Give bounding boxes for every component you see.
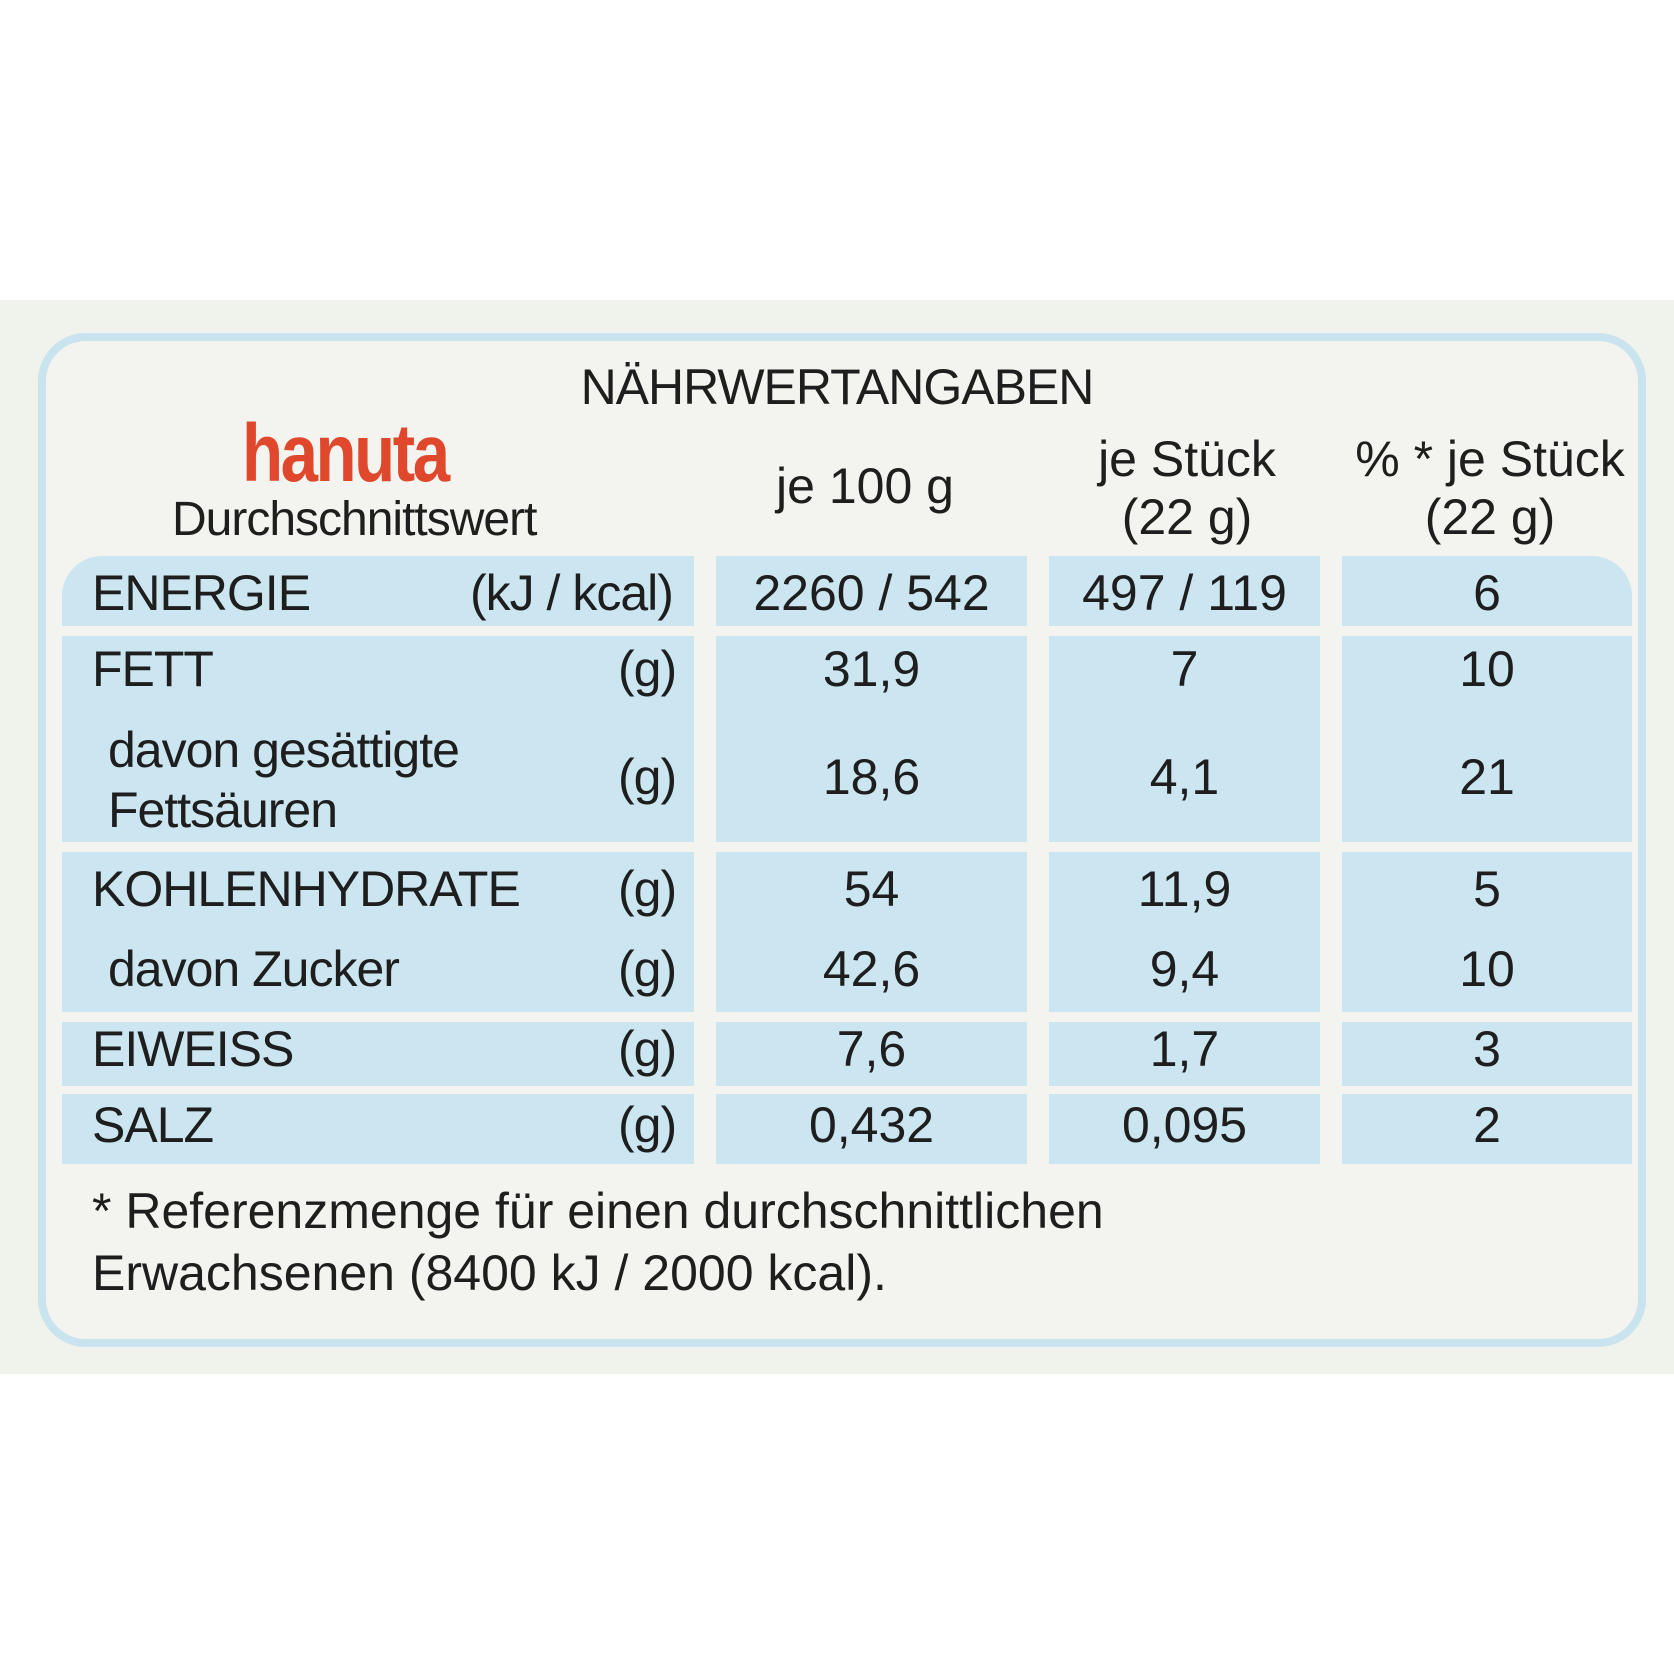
nutrient-label: davon Zucker [108,941,399,997]
unit-label: (kJ / kcal) [470,565,673,621]
nutrition-label [0,300,1674,1374]
value-per-100g: 31,9 [822,641,921,697]
value-per-piece: 1,7 [1149,1021,1220,1077]
row-divider [62,626,1632,636]
value-per-piece: 7 [1170,641,1199,697]
footnote: * Referenzmenge für einen durchschnittlichen Erwachsenen (8400 kJ / 2000 kcal). [92,1183,1104,1301]
value-percent: 21 [1459,749,1515,805]
value-percent: 5 [1473,861,1501,917]
value-percent: 6 [1473,565,1501,621]
value-per-100g: 0,432 [808,1097,935,1153]
nutrient-label: KOHLENHYDRATE [92,861,520,917]
subheading: Durchschnittswert [172,493,537,546]
value-per-100g: 18,6 [822,749,921,805]
value-per-100g: 42,6 [822,941,921,997]
column-header-per-100g: je 100 g [776,458,954,514]
brand-logo: hanuta [242,408,448,499]
value-percent: 2 [1473,1097,1501,1153]
value-per-piece: 0,095 [1121,1097,1248,1153]
value-percent: 10 [1459,641,1515,697]
value-per-piece: 4,1 [1149,749,1220,805]
unit-label: (g) [618,1097,677,1153]
unit-label: (g) [618,1021,677,1077]
unit-label: (g) [618,861,677,917]
nutrient-label: EIWEISS [92,1021,294,1077]
value-per-piece: 497 / 119 [1082,565,1287,621]
value-per-100g: 7,6 [836,1021,907,1077]
value-per-piece: 9,4 [1149,941,1220,997]
column-header-percent: % * je Stück (22 g) [1355,431,1625,545]
column-header-per-piece: je Stück (22 g) [1098,431,1276,545]
value-percent: 3 [1473,1021,1501,1077]
row-divider [62,842,1632,852]
nutrient-label: FETT [92,641,213,697]
nutrient-label: ENERGIE [92,565,311,621]
value-per-100g: 2260 / 542 [753,565,990,621]
nutrient-label: SALZ [92,1097,214,1153]
column-divider [1320,556,1342,1090]
unit-label: (g) [618,641,677,697]
column-divider [1027,556,1049,1090]
column-divider [694,556,716,1090]
value-per-100g: 54 [843,861,900,917]
unit-label: (g) [618,941,677,997]
page-title: NÄHRWERTANGABEN [580,359,1094,415]
value-percent: 10 [1459,941,1515,997]
unit-label: (g) [618,749,677,805]
row-divider [62,1086,1632,1094]
value-per-piece: 11,9 [1137,861,1232,917]
nutrient-label: davon gesättigte Fettsäuren [108,722,459,838]
